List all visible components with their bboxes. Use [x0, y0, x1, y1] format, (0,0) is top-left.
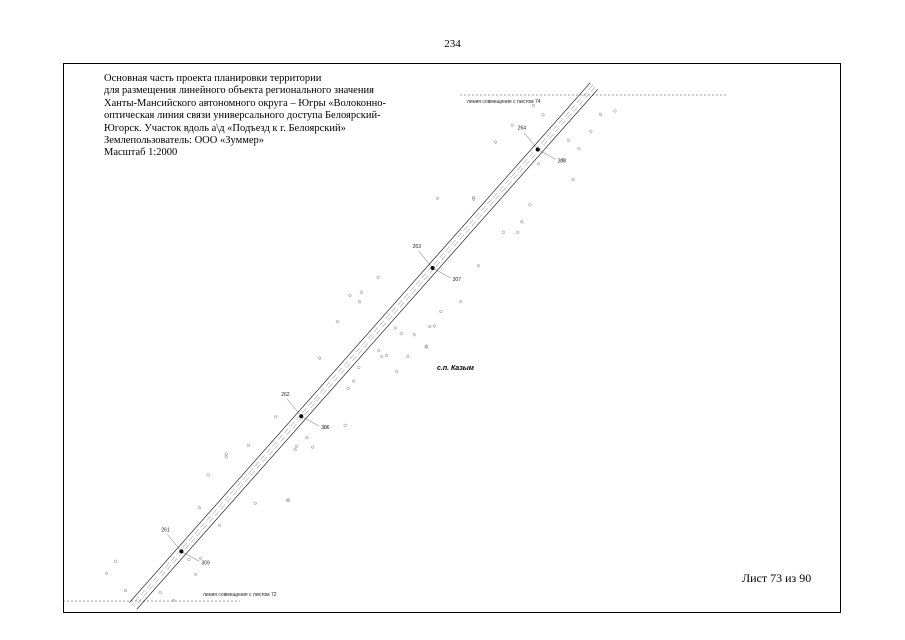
leader-line — [524, 132, 538, 149]
boundary-point-label-top: 261 — [161, 527, 170, 534]
boundary-point-label-bottom: 308 — [557, 158, 567, 165]
leader-line — [181, 551, 199, 561]
boundary-point-label-top: 264 — [517, 125, 527, 132]
terrain-symbol-icon — [358, 366, 361, 369]
terrain-symbol-icon — [218, 524, 221, 527]
terrain-symbol-icon — [517, 231, 520, 234]
terrain-symbol-icon — [572, 178, 575, 181]
terrain-symbol-icon — [344, 424, 347, 427]
terrain-symbol-icon — [511, 124, 514, 127]
terrain-symbol-icon — [172, 599, 175, 602]
boundary-point-label-top: 263 — [412, 244, 421, 250]
title-line-4: оптическая линия связи универсального доступа Белоярский- — [104, 110, 381, 122]
terrain-symbol-icon — [352, 380, 355, 383]
terrain-symbol-icon — [472, 198, 475, 201]
terrain-symbol-icon — [494, 141, 497, 144]
terrain-symbol-icon — [124, 589, 127, 592]
boundary-point-label-top: 262 — [281, 392, 290, 399]
terrain-symbol-icon — [529, 204, 532, 207]
leader-line — [301, 416, 319, 426]
leader-line — [287, 399, 301, 416]
page-number: 234 — [444, 38, 461, 50]
route-edge-right — [129, 83, 590, 603]
terrain-symbol-icon — [380, 355, 383, 358]
terrain-symbol-icon — [225, 453, 228, 456]
terrain-symbol-icon — [274, 416, 277, 419]
terrain-symbol-icon — [537, 162, 540, 165]
terrain-symbol-icon — [225, 456, 228, 459]
terrain-symbol-icon — [159, 591, 162, 594]
route-edge-left — [137, 89, 598, 609]
terrain-symbol-icon — [318, 357, 321, 360]
route-axis-dash — [134, 87, 595, 607]
terrain-symbol-icon — [460, 300, 463, 303]
terrain-symbol-icon — [433, 325, 436, 328]
terrain-symbol-icon — [114, 560, 117, 563]
terrain-symbol-icon — [472, 196, 475, 199]
terrain-symbol-icon — [358, 301, 361, 304]
terrain-symbol-icon — [295, 445, 298, 448]
settlement-label: с.п. Казым — [437, 365, 474, 372]
terrain-symbol-icon — [599, 113, 602, 116]
terrain-symbol-icon — [567, 139, 570, 142]
boundary-point-label-bottom: 306 — [321, 425, 330, 432]
leader-line — [433, 268, 451, 278]
terrain-symbol-icon — [254, 502, 257, 505]
leader-line — [538, 149, 556, 159]
title-line-7: Масштаб 1:2000 — [104, 147, 178, 159]
title-line-2: для размещения линейного объекта регионального значения — [104, 85, 374, 97]
terrain-symbol-icon — [590, 130, 593, 133]
terrain-symbol-icon — [347, 387, 350, 390]
terrain-symbol-icon — [429, 325, 432, 328]
title-line-5: Югорск. Участок вдоль а\д «Подъезд к г. Белоярский» — [104, 122, 346, 134]
match-line-bottom-label: линия совмещения с листом 72 — [203, 592, 277, 598]
title-line-1: Основная часть проекта планировки территории — [104, 73, 322, 84]
terrain-symbol-icon — [349, 294, 352, 297]
sheet-number: Лист 73 из 90 — [742, 571, 812, 585]
terrain-symbol-icon — [360, 291, 363, 294]
terrain-symbol-icon — [614, 110, 617, 113]
boundary-point-label-bottom: 309 — [201, 560, 210, 567]
terrain-symbol-icon — [396, 370, 399, 373]
terrain-symbol-icon — [105, 572, 108, 575]
terrain-symbol-icon — [306, 436, 309, 439]
route-axis-dash — [132, 85, 593, 605]
terrain-symbol-icon — [377, 349, 380, 352]
terrain-symbol-icon — [407, 355, 410, 358]
terrain-symbol-icon — [394, 327, 397, 330]
terrain-symbol-icon — [377, 276, 380, 279]
match-line-top-label: линия совмещения с листом 74 — [467, 99, 541, 105]
terrain-symbol-icon — [502, 231, 505, 234]
leader-line — [419, 251, 433, 268]
boundary-points — [161, 125, 566, 566]
terrain-symbol-icon — [247, 444, 250, 447]
terrain-symbol-icon — [336, 320, 339, 323]
terrain-symbol-icon — [195, 573, 198, 576]
route-corridor — [129, 83, 597, 610]
terrain-symbol-icon — [385, 354, 388, 357]
title-line-3: Ханты-Мансийского автономного округа – Югры «Волоконно- — [104, 97, 386, 109]
terrain-symbol-icon — [440, 310, 443, 313]
terrain-symbol-icon — [286, 499, 289, 502]
terrain-symbol-icon — [198, 506, 201, 509]
terrain-symbol-icon — [477, 265, 480, 268]
title-line-6: Землепользователь: ООО «Зуммер» — [104, 135, 265, 147]
terrain-symbol-icon — [521, 221, 524, 224]
terrain-symbol-icon — [436, 197, 439, 200]
boundary-point-label-bottom: 307 — [452, 277, 461, 283]
terrain-symbol-icon — [578, 147, 581, 150]
terrain-symbol-icon — [199, 557, 202, 560]
terrain-symbol-icon — [413, 334, 416, 337]
terrain-symbol-icon — [311, 446, 314, 449]
terrain-symbol-icon — [400, 332, 403, 335]
terrain-symbol-icon — [294, 448, 297, 451]
terrain-symbol-icon — [207, 474, 210, 477]
terrain-symbol-icon — [542, 114, 545, 117]
terrain-symbols — [105, 104, 616, 602]
leader-line — [167, 534, 181, 551]
terrain-symbol-icon — [188, 558, 191, 561]
